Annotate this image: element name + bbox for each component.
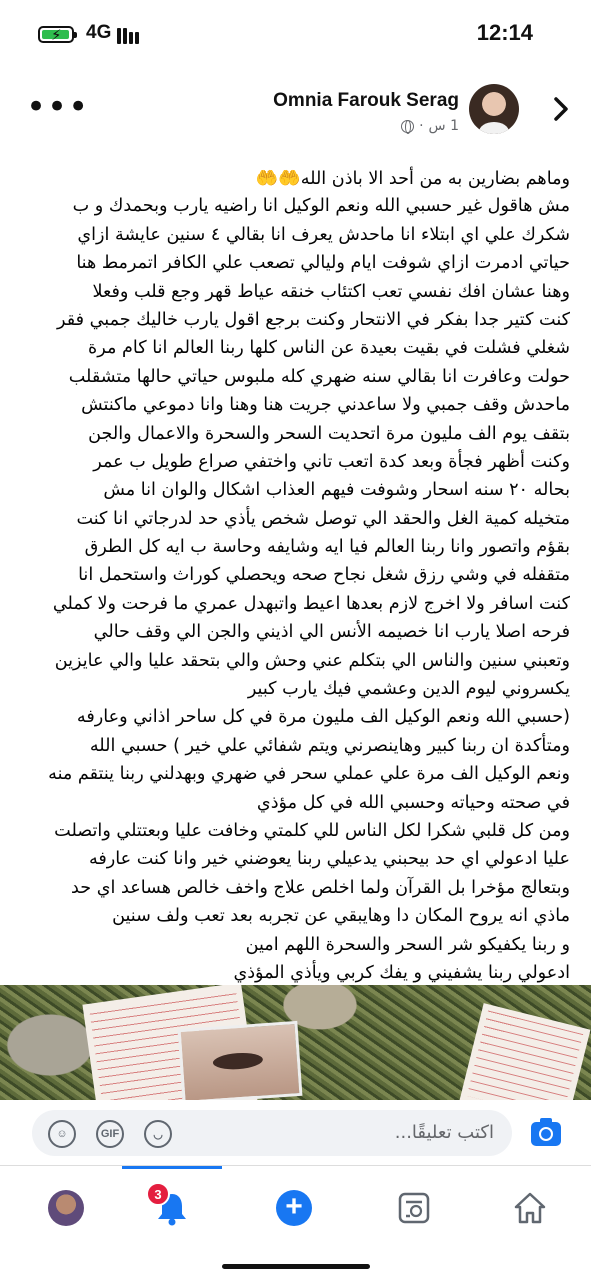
- post-meta: [401, 118, 459, 134]
- comment-bar: [0, 1100, 591, 1166]
- post-text-line: كنت اسافر ولا اخرج لازم بعدها اعيط واتبهدل عمري ما فرحت ولا كملي: [52, 593, 570, 614]
- plus-icon: +: [276, 1190, 312, 1226]
- post-text-line: ومن كل قلبي شكرا لكل الناس للي كلمتي وخافت عليا وبعتتلي واتصلت: [54, 820, 570, 841]
- status-clock: 12:14: [476, 20, 533, 45]
- profile-avatar-icon: [48, 1190, 84, 1226]
- post-text-line: متقفله في وشي رزق شغل نجاح صحه ويحصلي كوراث واستحمل انا: [78, 565, 570, 586]
- nav-feeds[interactable]: [384, 1186, 444, 1236]
- post-text-line: ومتأكدة ان ربنا كبير وهاينصرني ويتم شفائي علي خير ) حسبي الله: [89, 735, 570, 756]
- comment-input[interactable]: [32, 1110, 512, 1156]
- author-name[interactable]: Omnia Farouk Serag: [273, 90, 459, 111]
- eye-photo: [178, 1021, 303, 1100]
- globe-icon: [401, 120, 414, 133]
- post-text-line: عليا ادعولي اي حد بيحبني يدعيلي ربنا يعوضني خير وانا كنت عارفه: [88, 849, 570, 870]
- home-icon: [512, 1190, 548, 1226]
- bottom-nav: [0, 1166, 591, 1280]
- more-options-icon[interactable]: •••: [26, 87, 90, 127]
- nav-home[interactable]: [500, 1186, 560, 1236]
- paper-photo-right: [460, 1003, 591, 1100]
- nav-profile[interactable]: [36, 1186, 96, 1236]
- post-text-line: وماهم بضارين به من أحد الا باذن الله🤲🤲: [255, 168, 570, 189]
- sticker-icon[interactable]: ◡: [144, 1120, 172, 1148]
- post-text-line: كنت كتير جدا بفكر في الانتحار وكنت برجع اقول يارب خاليك جمبي فقر: [57, 309, 570, 330]
- post-text-line: شغلي فشلت في بقيت بعيدة عن الناس كلها ربنا العالم انا كام مرة: [88, 338, 570, 359]
- post-text-line: ادعولي ربنا يشفيني و يفك كربي ويأذي المؤذي: [233, 962, 570, 983]
- status-bar: [0, 0, 591, 70]
- post-text-line: وبتعالج مؤخرا بل القرآن ولما اخلص علاج واخف خالص هساعد اي حد: [71, 877, 570, 898]
- battery-icon: [38, 26, 74, 43]
- post-text-line: مش هاقول غير حسبي الله ونعم الوكيل انا راضيه يارب وبحمدك و ب: [72, 196, 570, 217]
- post-text-line: (حسبي الله ونعم الوكيل الف مليون مرة في كل ساحر اذاني وعارفه: [76, 707, 570, 728]
- post-time: 1 س: [428, 118, 459, 134]
- post-text-line: وتعبني سنين والناس الي بتكلم عني وحش والي بتحقد عليا والي عايزين: [54, 650, 570, 671]
- comment-placeholder: اكتب تعليقًا...: [394, 1122, 494, 1143]
- post-text-line: حولت وعافرت انا بقالي سنه ضهري كله ملبوس حياتي حالها متشقلب: [68, 366, 570, 387]
- post-text-line: ماحدش وقف جمبي ولا ساعدني جريت هنا وهنا وانا دموعي ماكنتش: [81, 395, 570, 416]
- home-indicator: [222, 1264, 370, 1269]
- nav-create[interactable]: [264, 1186, 324, 1236]
- post-text-line: ماذي انه يروح المكان دا وهايبقي عن تجربه بعد تعب ولف سنين: [112, 906, 570, 927]
- post-text-line: وكنت أظهر فجأة وبعد كدة اتعب تاني واختفي صراع طويل ب عمر: [93, 451, 570, 472]
- feed-icon: [396, 1190, 432, 1226]
- post-photo[interactable]: [0, 985, 591, 1100]
- post-text-line: وهنا عشان افك نفسي تعب اكتئاب خنقه عياط قهر وجع قلب وفعلا: [92, 281, 570, 302]
- charging-bolt-icon: ⚡: [51, 26, 62, 44]
- meta-separator: ·: [419, 118, 424, 134]
- nav-notifications[interactable]: [142, 1186, 202, 1236]
- post-text-line: حياتي ادمرت ازاي شوفت ايام وليالي تصعب علي الكافر اتمرمط هنا: [76, 253, 570, 274]
- post-text-line: فرحه اصلا يارب انا خصيمه الأنس الي اذيني والجن الي وقف حالي: [93, 622, 570, 643]
- post-text-line: و ربنا يكفيكو شر السحر والسحرة اللهم امين: [245, 934, 570, 955]
- post-text: [22, 168, 570, 991]
- notifications-badge: 3: [146, 1182, 170, 1206]
- raised-hands-emoji-icon: 🤲🤲: [255, 168, 301, 189]
- post-text-line: بحاله ٢٠ سنه اسحار وشوفت فيهم العذاب اشكال والوان انا مش: [103, 480, 570, 501]
- gif-icon[interactable]: GIF: [96, 1120, 124, 1148]
- post-text-line: بتقف يوم الف مليون مرة اتحديت السحر والسحرة والاعمال والجن: [88, 423, 570, 444]
- network-type: 4G: [86, 22, 112, 43]
- nav-active-indicator: [122, 1166, 222, 1169]
- camera-icon[interactable]: [531, 1122, 561, 1146]
- post-text-line: يكسروني ليوم الدين وعشمي فيك يارب كبير: [247, 679, 570, 700]
- chevron-right-icon[interactable]: [553, 96, 569, 122]
- post-text-line: ونعم الوكيل الف مرة علي عملي سحر في ضهري وبهدلني ربنا ينتقم منه: [48, 764, 570, 785]
- smiley-icon[interactable]: ☺: [48, 1120, 76, 1148]
- author-avatar[interactable]: [469, 84, 519, 134]
- signal-bars-icon: [117, 26, 143, 44]
- post-text-line: في صحته وحياته وحسبي الله في كل مؤذي: [256, 792, 570, 813]
- post-text-line: شكرك علي اي ابتلاء انا ماحدش يعرف انا بقالي ٤ سنين عايشة ازاي: [77, 224, 570, 245]
- post-text-line: متخيله كمية الغل والحقد الي توصل شخص يأذي حد لدرجاتي انا كنت: [76, 508, 570, 529]
- post-text-line: بقؤم واتصور وانا ربنا العالم فيا ايه وشايفه وحاسة ب ايه كل الطرق: [84, 537, 570, 558]
